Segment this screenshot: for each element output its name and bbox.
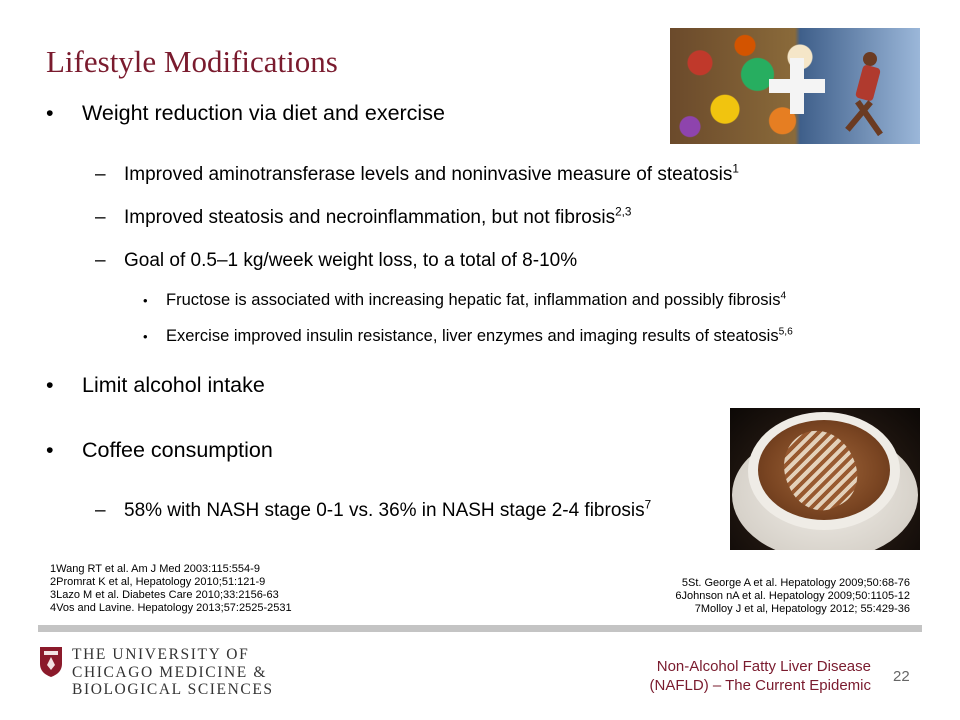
university-wordmark bbox=[72, 646, 274, 699]
reference-3: 3Lazo M et al. Diabetes Care 2010;33:2156-63 bbox=[50, 589, 279, 601]
deck-title bbox=[650, 657, 871, 695]
deck-title-line-1: Non-Alcohol Fatty Liver Disease bbox=[656, 658, 871, 675]
dash-icon: – bbox=[95, 500, 106, 521]
slide-title: Lifestyle Modifications bbox=[46, 44, 338, 79]
sub-bullet-text: Improved aminotransferase levels and noninvasive measure of steatosis bbox=[124, 164, 733, 185]
wordmark-line-3: BIOLOGICAL SCIENCES bbox=[72, 681, 274, 698]
dash-icon: – bbox=[95, 207, 106, 228]
citation-superscript: 5,6 bbox=[778, 326, 793, 338]
reference-2: 2Promrat K et al, Hepatology 2010;51:121-9 bbox=[50, 576, 266, 588]
bullet-icon: • bbox=[46, 438, 54, 462]
references-right bbox=[675, 577, 910, 616]
university-shield-icon bbox=[39, 646, 63, 678]
sub-bullet-text: Goal of 0.5–1 kg/week weight loss, to a total of 8-10% bbox=[124, 250, 578, 271]
citation-superscript: 4 bbox=[780, 290, 787, 302]
runner-body bbox=[855, 64, 881, 102]
citation-superscript: 1 bbox=[732, 162, 739, 176]
dash-icon: – bbox=[95, 250, 106, 271]
reference-6: 6Johnson nA et al. Hepatology 2009;50:1105-12 bbox=[675, 590, 910, 602]
citation-superscript: 7 bbox=[644, 498, 652, 512]
references-left bbox=[50, 563, 292, 615]
bullet-icon: • bbox=[46, 101, 54, 125]
bullet-text: Coffee consumption bbox=[82, 438, 273, 462]
sub-bullet-text: Improved steatosis and necroinflammation, but not fibrosis bbox=[124, 207, 616, 228]
bullet-icon: • bbox=[143, 293, 148, 308]
sub-sub-bullet-text: Fructose is associated with increasing hepatic fat, inflammation and possibly fibrosis bbox=[166, 291, 781, 309]
reference-7: 7Molloy J et al, Hepatology 2012; 55:429-36 bbox=[694, 603, 910, 615]
deck-title-line-2: (NAFLD) – The Current Epidemic bbox=[649, 677, 871, 694]
bullet-icon: • bbox=[46, 373, 54, 397]
reference-5: 5St. George A et al. Hepatology 2009;50:68-76 bbox=[681, 577, 910, 589]
bullet-icon: • bbox=[143, 329, 148, 344]
sub-bullet-text: 58% with NASH stage 0-1 vs. 36% in NASH stage 2-4 fibrosis bbox=[124, 500, 645, 521]
bullet-text: Limit alcohol intake bbox=[82, 373, 265, 397]
wordmark-line-1: THE UNIVERSITY OF bbox=[72, 646, 250, 663]
footer-divider bbox=[38, 625, 922, 632]
sub-sub-bullet-text: Exercise improved insulin resistance, liver enzymes and imaging results of steatosis bbox=[166, 327, 779, 345]
bullet-text: Weight reduction via diet and exercise bbox=[82, 101, 445, 125]
coffee-latte-photo bbox=[730, 408, 920, 550]
wordmark-line-2: CHICAGO MEDICINE & bbox=[72, 663, 267, 681]
runner-figure bbox=[863, 52, 877, 66]
citation-superscript: 2,3 bbox=[615, 205, 632, 219]
reference-1: 1Wang RT et al. Am J Med 2003:115:554-9 bbox=[50, 563, 260, 575]
food-exercise-photo bbox=[670, 28, 920, 144]
plus-sign-icon-bar bbox=[769, 79, 825, 93]
page-number: 22 bbox=[893, 668, 910, 685]
dash-icon: – bbox=[95, 164, 106, 185]
reference-4: 4Vos and Lavine. Hepatology 2013;57:2525-2531 bbox=[50, 602, 292, 614]
